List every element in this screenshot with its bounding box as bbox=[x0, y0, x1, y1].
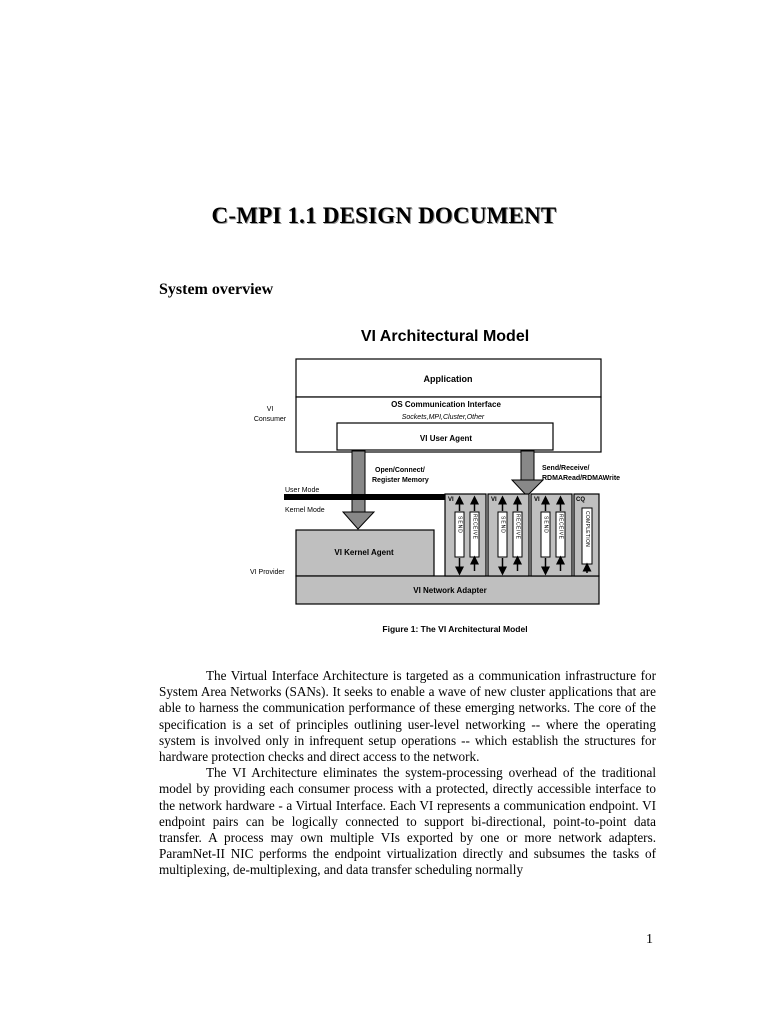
consumer-label-line1: VI bbox=[266, 406, 274, 413]
open-connect-label-line2: Register Memory bbox=[372, 477, 429, 484]
vi-endpoint-1-send-label: SEND bbox=[456, 516, 463, 534]
provider-label: VI Provider bbox=[250, 569, 285, 576]
kernel-mode-label: Kernel Mode bbox=[285, 507, 325, 514]
network-adapter-label: VI Network Adapter bbox=[413, 586, 487, 595]
send-receive-label-line1: Send/Receive/ bbox=[542, 465, 590, 472]
open-connect-arrow bbox=[343, 451, 374, 529]
document-title: C-MPI 1.1 DESIGN DOCUMENT bbox=[211, 203, 557, 228]
body-paragraph-2: The VI Architecture eliminates the system-processing overhead of the traditional model by providing each consumer process with a protected, directly accessible interface to the network hardware - a Virtual Interface. Each VI represents a communication endpoint. VI endpoint pairs can be logically connected to support bi-directional, point-to-point data transfer. A process may own multiple VIs exported by one or more network adapters. ParamNet-II NIC performs the endpoint virtualization directly and subsumes the tasks of multiplexing, de-multiplexing, and data transfer scheduling normally bbox=[159, 765, 656, 878]
application-label: Application bbox=[423, 374, 473, 384]
vi-endpoint-3-receive-label: RECEIVE bbox=[557, 514, 564, 540]
vi-endpoint-3 bbox=[531, 494, 572, 576]
body-paragraph-1: The Virtual Interface Architecture is targeted as a communication infrastructure for System Area Networks (SANs). It seeks to enable a wave of new cluster applications that are able to harness the communication performance of these emerging networks. The core of the specification is a set of principles outlining user-level networking -- where the operating system is involved only in infrequent setup operations -- which establish the structures for hardware protection checks and direct access to the network. bbox=[159, 668, 656, 765]
body-text bbox=[159, 668, 656, 879]
vi-endpoint-2-receive-label: RECEIVE bbox=[514, 514, 521, 540]
vi-endpoint-2-label: VI bbox=[491, 497, 497, 503]
consumer-label-line2: Consumer bbox=[253, 416, 287, 423]
page-number: 1 bbox=[646, 932, 653, 947]
figure-heading: VI Architectural Model bbox=[360, 328, 530, 345]
user-kernel-divider bbox=[284, 494, 446, 500]
user-mode-label: User Mode bbox=[285, 487, 320, 494]
figure-caption: Figure 1: The VI Architectural Model bbox=[382, 624, 528, 634]
completion-queue bbox=[574, 494, 599, 576]
vi-endpoint-3-send-label: SEND bbox=[542, 516, 549, 534]
vi-endpoint-1 bbox=[445, 494, 486, 576]
kernel-agent-label: VI Kernel Agent bbox=[334, 548, 394, 557]
section-heading: System overview bbox=[159, 281, 274, 298]
completion-vertical-label: COMPLETION bbox=[584, 511, 590, 548]
os-interface-sub-label: Sockets,MPI,Cluster,Other bbox=[401, 414, 485, 421]
send-receive-label-line2: RDMARead/RDMAWrite bbox=[542, 475, 621, 482]
vi-endpoint-1-receive-label: RECEIVE bbox=[471, 514, 478, 540]
user-agent-label: VI User Agent bbox=[419, 434, 473, 443]
os-interface-label: OS Communication Interface bbox=[391, 400, 501, 409]
send-receive-arrow bbox=[512, 451, 543, 496]
vi-endpoint-3-label: VI bbox=[534, 497, 540, 503]
vi-endpoint-1-label: VI bbox=[448, 497, 454, 503]
open-connect-label-line1: Open/Connect/ bbox=[375, 467, 425, 474]
vi-endpoint-2-send-label: SEND bbox=[499, 516, 506, 534]
vi-endpoint-2 bbox=[488, 494, 529, 576]
completion-queue-label: CQ bbox=[576, 497, 585, 503]
